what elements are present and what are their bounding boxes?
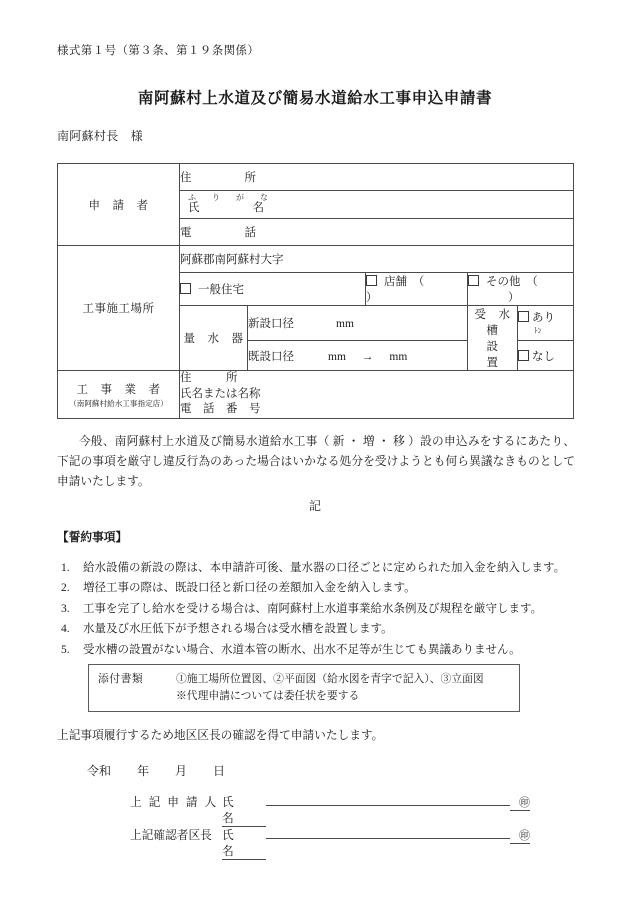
date-line[interactable] (57, 762, 225, 779)
intro-paragraph: 今般、南阿蘇村上水道及び簡易水道給水工事（ 新 ・ 増 ・ 移 ）設の申込みをするにあたり、下記の事項を厳守し違反行為のあった場合はいかなる処分を受けようとも何ら異議なきものとして申請いたします。 (57, 435, 575, 489)
ki-marker: 記 (308, 499, 321, 513)
list-item (57, 619, 581, 639)
applicant-label: 申 請 者 (88, 199, 149, 212)
table-row (58, 164, 574, 191)
page-title: 南阿蘇村上水道及び簡易水道給水工事申込申請書 (137, 90, 493, 107)
pledge-number: 5. (61, 643, 70, 656)
meter-new-diameter-label: 新設口径 (248, 318, 294, 330)
contractor-note: （南阿蘇村給水工事指定店） (69, 398, 168, 408)
signature-input-district-chief[interactable] (266, 824, 510, 839)
signature-input-applicant[interactable] (266, 791, 510, 806)
arrow-icon: → (361, 350, 374, 363)
site-type-shop-cell[interactable]: 店舗 （） (366, 273, 468, 306)
applicant-name-label: 氏 名 (188, 202, 264, 215)
form-code: 様式第１号（第３条、第１９条関係） (57, 45, 260, 57)
site-label: 工事施工場所 (82, 303, 155, 316)
meter-existing-diameter-label: 既設口径 (248, 350, 294, 363)
tank-label-cell (468, 306, 535, 371)
tank-option-yes-label: あり (532, 311, 555, 324)
meter-new-diameter-unit: mm (336, 318, 354, 330)
site-address-cell[interactable] (180, 246, 574, 273)
applicant-phone-cell[interactable] (180, 219, 574, 246)
tank-option-no-label: なし (532, 350, 555, 363)
pledge-text: 受水槽の設置がない場合、水道本管の断水、出水不足等が生じても異議ありません。 (83, 643, 521, 656)
meter-label-cell (180, 306, 248, 371)
list-item (57, 578, 581, 598)
checkbox-icon[interactable] (468, 275, 479, 286)
attachments-content (176, 671, 510, 704)
contractor-name-label: 氏名または名称 (180, 387, 261, 400)
application-table (57, 163, 574, 419)
seal-icon: ㊞ (510, 827, 530, 844)
table-row (58, 371, 574, 419)
era-label: 令和 (87, 764, 112, 778)
table-row (58, 246, 574, 273)
contractor-phone-label: 電 話 番 号 (180, 403, 261, 416)
signature-row-district-chief[interactable] (130, 824, 530, 860)
tank-label-line1: 受 水 槽 (474, 309, 523, 338)
site-type-residence-cell[interactable] (180, 273, 366, 306)
list-item (57, 558, 581, 578)
applicant-label-cell (58, 164, 180, 246)
tank-unit-label: ﾄﾝ (534, 325, 542, 335)
applicant-phone-label: 電 話 (180, 227, 256, 240)
applicant-furigana-label: ふ り が な (188, 193, 272, 202)
site-label-cell (58, 246, 180, 371)
applicant-address-cell[interactable] (180, 164, 574, 191)
checkbox-icon[interactable] (366, 275, 377, 286)
checkbox-icon[interactable] (518, 311, 529, 322)
pledge-list (57, 558, 581, 660)
list-item (57, 640, 581, 660)
meter-existing-unit-to: mm (389, 350, 408, 363)
pledge-text: 増径工事の際は、既設口径と新口径の差額加入金を納入します。 (83, 582, 416, 595)
confirmation-text: 上記事項履行するため地区区長の確認を得て申請いたします。 (57, 729, 384, 742)
contractor-label: 工 事 業 者 (76, 383, 161, 396)
pledge-text: 工事を完了し給水を受ける場合は、南阿蘇村上水道事業給水条例及び規程を厳守します。 (83, 602, 543, 615)
meter-label: 量 水 器 (183, 333, 244, 346)
month-unit: 月 (175, 764, 188, 778)
site-address-prefix: 阿蘇郡南阿蘇村大字 (180, 254, 284, 267)
meter-existing-diameter-cell[interactable] (248, 340, 468, 371)
attachments-label: 添付書類 (98, 673, 144, 685)
site-type-shop-label: 店舗 (384, 276, 407, 289)
meter-new-diameter-cell[interactable] (248, 306, 468, 340)
contractor-fields-cell[interactable] (180, 371, 574, 419)
year-unit: 年 (137, 764, 150, 778)
applicant-address-label: 住 所 (180, 172, 256, 184)
site-type-other-label: その他 (486, 276, 521, 289)
pledge-number: 3. (61, 602, 70, 615)
pledge-text: 給水設備の新設の際は、本申請許可後、量水器の口径ごとに定められた加入金を納入します。 (83, 562, 566, 574)
site-type-residence-label: 一般住宅 (198, 284, 244, 297)
checkbox-icon[interactable] (180, 283, 191, 294)
contractor-address-label: 住 所 (180, 372, 238, 385)
seal-icon: ㊞ (510, 794, 530, 811)
attachments-line-1: ①施工場所位置図、②平面図（給水図を青字で記入）、③立面図 (176, 673, 484, 685)
addressee: 南阿蘇村長 様 (57, 129, 144, 143)
meter-existing-unit-from: mm (328, 350, 346, 363)
signature-role-district-chief: 上記確認者区長 (130, 829, 212, 842)
pledge-number: 2. (61, 582, 70, 595)
pledge-number: 1. (61, 562, 70, 574)
attachments-box (88, 664, 520, 712)
pledge-text: 水量及び水圧低下が予想される場合は受水槽を設置します。 (83, 623, 393, 636)
day-unit: 日 (213, 764, 226, 778)
checkbox-icon[interactable] (518, 350, 529, 361)
applicant-name-cell[interactable] (180, 191, 574, 219)
signature-name-label: 氏 名 (222, 794, 266, 827)
contractor-label-cell (58, 371, 180, 419)
signature-name-label: 氏 名 (222, 827, 266, 860)
site-type-other-cell[interactable]: その他 （） (468, 273, 574, 306)
list-item (57, 599, 581, 619)
tank-option-yes-cell[interactable] (518, 306, 574, 340)
pledge-number: 4. (61, 623, 70, 636)
pledge-heading: 【誓約事項】 (57, 531, 128, 544)
signature-role-applicant: 上 記 申 請 人 (130, 796, 219, 809)
signature-row-applicant[interactable] (130, 791, 530, 827)
tank-label-line2: 設 置 (486, 341, 535, 370)
attachments-line-2: ※代理申請については委任状を要する (176, 689, 360, 702)
